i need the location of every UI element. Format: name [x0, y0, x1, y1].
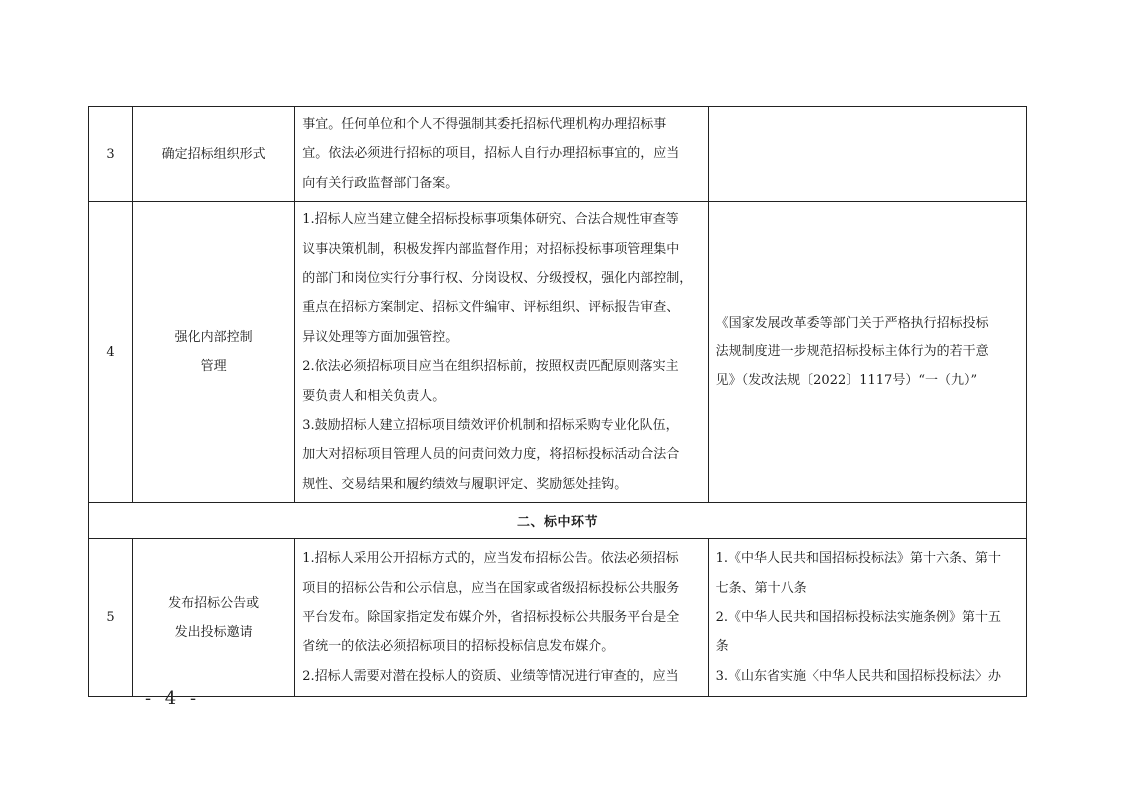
- content-line: 重点在招标方案制定、招标文件编审、评标组织、评标报告审查、: [302, 300, 680, 316]
- table-row: [89, 107, 1027, 202]
- item-name-line: 管理: [200, 359, 227, 375]
- table-row: [89, 202, 1027, 503]
- legal-basis: [708, 202, 1026, 503]
- content-line: 平台发布。除国家指定发布媒介外，省招标投标公共服务平台是全: [302, 610, 680, 626]
- basis-line: 2.《中华人民共和国招标投标法实施条例》第十五: [715, 610, 1002, 626]
- item-content: [295, 202, 708, 503]
- row-number: 4: [89, 202, 133, 503]
- basis-line: 法规制度进一步规范招标投标主体行为的若干意: [715, 344, 989, 359]
- content-line: 规性、交易结果和履约绩效与履职评定、奖励惩处挂钩。: [302, 476, 628, 492]
- table-body: [89, 107, 1027, 697]
- item-name-line: 发布招标公告或: [168, 595, 260, 611]
- row-number: 3: [89, 107, 133, 202]
- content-line: 异议处理等方面加强管控。: [302, 329, 459, 345]
- basis-line: 条: [715, 639, 729, 655]
- content-line: 1.招标人应当建立健全招标投标事项集体研究、合法合规性审查等: [302, 212, 679, 228]
- section-title: 二、标中环节: [89, 503, 1027, 539]
- content-line: 议事决策机制，积极发挥内部监督作用；对招标投标事项管理集中: [302, 241, 680, 257]
- basis-line: 七条、第十八条: [715, 580, 807, 596]
- item-content: [295, 539, 708, 697]
- content-line: 要负责人和相关负责人。: [302, 388, 446, 404]
- row-number: 5: [89, 539, 133, 697]
- item-name-line: 强化内部控制: [174, 330, 253, 346]
- basis-line: 1.《中华人民共和国招标投标法》第十六条、第十: [715, 551, 1002, 567]
- content-line: 宜。依法必须进行招标的项目，招标人自行办理招标事宜的，应当: [302, 146, 680, 162]
- content-line: 3.鼓励招标人建立招标项目绩效评价机制和招标采购专业化队伍，: [302, 418, 679, 434]
- table-row: [89, 539, 1027, 697]
- item-name: [133, 202, 295, 503]
- regulation-table: [88, 106, 1027, 697]
- content-line: 1.招标人采用公开招标方式的，应当发布招标公告。依法必须招标: [302, 551, 679, 567]
- content-line: 的部门和岗位实行分事行权、分岗设权、分级授权，强化内部控制，: [302, 271, 693, 287]
- legal-basis: [708, 539, 1026, 697]
- basis-line: 《国家发展改革委等部门关于严格执行招标投标: [715, 315, 989, 331]
- section-row: [89, 503, 1027, 539]
- content-line: 项目的招标公告和公示信息，应当在国家或省级招标投标公共服务: [302, 580, 680, 596]
- basis-line: 见》（发改法规〔2022〕1117号）“一（九）”: [715, 372, 978, 388]
- page-number: - 4 -: [145, 688, 201, 709]
- item-name: [133, 539, 295, 697]
- basis-line: 3.《山东省实施〈中华人民共和国招标投标法〉办: [715, 668, 1002, 684]
- item-name: [133, 107, 295, 202]
- item-name-line: 确定招标组织形式: [161, 146, 266, 162]
- content-line: 2.依法必须招标项目应当在组织招标前，按照权责匹配原则落实主: [302, 359, 679, 375]
- content-line: 2.招标人需要对潜在投标人的资质、业绩等情况进行审查的，应当: [302, 668, 679, 684]
- content-line: 事宜。任何单位和个人不得强制其委托招标代理机构办理招标事: [302, 117, 667, 132]
- content-line: 省统一的依法必须招标项目的招标投标信息发布媒介。: [302, 639, 615, 655]
- content-line: 加大对招标项目管理人员的问责问效力度，将招标投标活动合法合: [302, 447, 680, 463]
- legal-basis: [708, 107, 1026, 202]
- item-content: [295, 107, 708, 202]
- item-name-line: 发出投标邀请: [174, 624, 253, 640]
- content-line: 向有关行政监督部门备案。: [302, 175, 459, 191]
